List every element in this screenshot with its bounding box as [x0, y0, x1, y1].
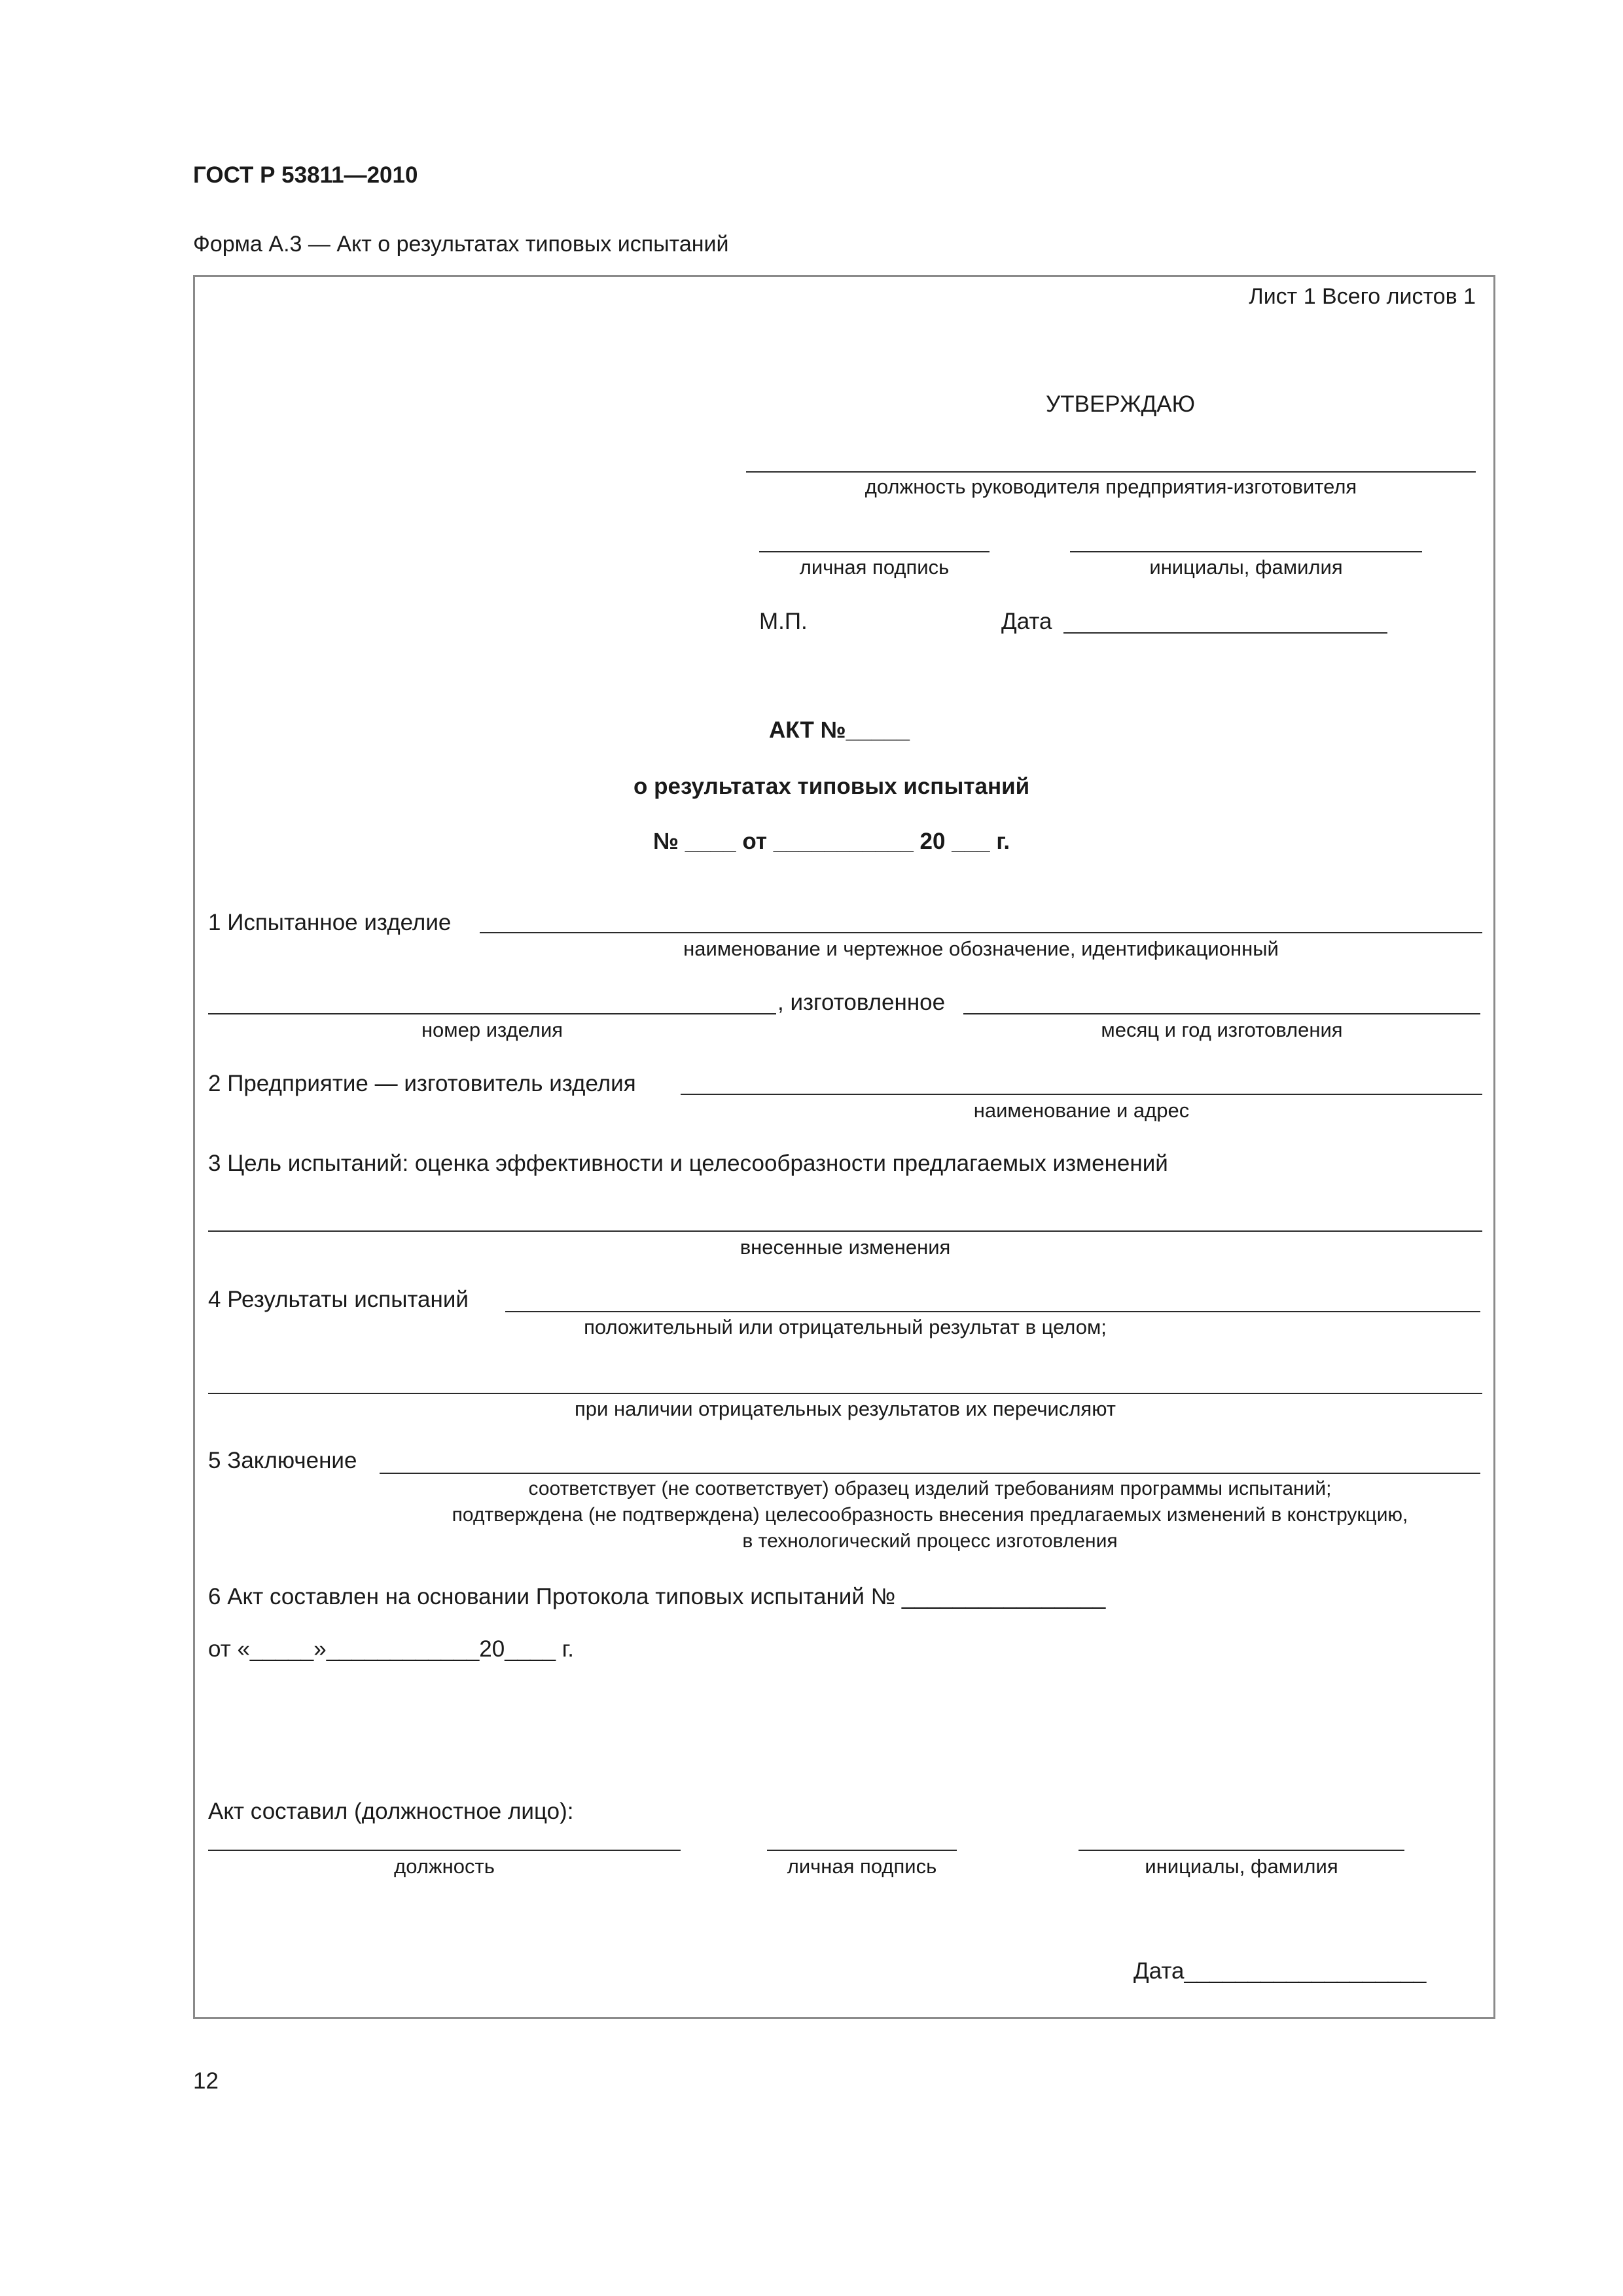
item2-label: 2 Предприятие — изготовитель изделия: [208, 1071, 636, 1096]
item6-date: от «_____»____________20____ г.: [208, 1636, 575, 1662]
item4-line[interactable]: [505, 1311, 1480, 1312]
signoff-position-line[interactable]: [208, 1850, 681, 1851]
signoff-name-line[interactable]: [1079, 1850, 1404, 1851]
item1-date-line[interactable]: [963, 1013, 1480, 1014]
approval-name-caption: инициалы, фамилия: [1149, 556, 1343, 579]
item6-label: 6 Акт составлен на основании Протокола типовых испытаний № ________________: [208, 1584, 1106, 1609]
approval-date-line[interactable]: [1063, 632, 1387, 634]
item4-caption1: положительный или отрицательный результат в целом;: [584, 1316, 1107, 1338]
sheet-info: Лист 1 Всего листов 1: [1249, 284, 1476, 309]
item1-caption: наименование и чертежное обозначение, идентификационный: [683, 937, 1279, 960]
act-subtitle: о результатах типовых испытаний: [633, 774, 1030, 799]
approval-signature-line[interactable]: [759, 551, 990, 552]
approval-signature-caption: личная подпись: [799, 556, 950, 579]
act-number-line: № ____ от ___________ 20 ___ г.: [653, 829, 1010, 854]
item1-label: 1 Испытанное изделие: [208, 910, 452, 935]
item1-made-label: , изготовленное: [777, 990, 946, 1015]
signoff-signature-caption: личная подпись: [787, 1855, 937, 1878]
approval-position-caption: должность руководителя предприятия-изготовителя: [865, 475, 1357, 498]
item4-label: 4 Результаты испытаний: [208, 1287, 469, 1312]
standard-number: ГОСТ Р 53811—2010: [193, 162, 418, 188]
item1-number-caption: номер изделия: [421, 1018, 563, 1041]
approval-date-label: Дата: [1001, 609, 1052, 634]
signoff-name-caption: инициалы, фамилия: [1145, 1855, 1338, 1878]
approval-name-line[interactable]: [1070, 551, 1422, 552]
item2-line[interactable]: [681, 1094, 1482, 1095]
seal-mark: М.П.: [759, 609, 808, 634]
item5-caption3: в технологический процесс изготовления: [742, 1530, 1118, 1552]
item2-caption: наименование и адрес: [973, 1099, 1190, 1122]
signoff-signature-line[interactable]: [767, 1850, 957, 1851]
form-frame: [193, 275, 1495, 2019]
act-title: АКТ №_____: [769, 717, 910, 743]
signoff-label: Акт составил (должностное лицо):: [208, 1799, 574, 1824]
item4-caption2: при наличии отрицательных результатов их перечисляют: [575, 1397, 1116, 1420]
signoff-date: Дата___________________: [1133, 1958, 1427, 1984]
item3-line[interactable]: [208, 1230, 1482, 1232]
item4-line2[interactable]: [208, 1393, 1482, 1394]
item1-number-line[interactable]: [208, 1013, 776, 1014]
signoff-position-caption: должность: [394, 1855, 495, 1878]
approval-position-line[interactable]: [746, 471, 1476, 473]
item3-caption: внесенные изменения: [740, 1236, 951, 1259]
form-title: Форма А.3 — Акт о результатах типовых испытаний: [193, 232, 729, 257]
item1-date-caption: месяц и год изготовления: [1101, 1018, 1343, 1041]
item5-line[interactable]: [380, 1473, 1480, 1474]
item3-label: 3 Цель испытаний: оценка эффективности и целесообразности предлагаемых изменений: [208, 1151, 1168, 1176]
approval-heading: УТВЕРЖДАЮ: [1046, 391, 1195, 417]
item5-caption1: соответствует (не соответствует) образец изделий требованиям программы испытаний;: [528, 1478, 1332, 1499]
item5-caption2: подтверждена (не подтверждена) целесообразность внесения предлагаемых изменений в конструкцию,: [452, 1504, 1408, 1526]
item1-line[interactable]: [480, 932, 1482, 933]
page-number: 12: [193, 2068, 219, 2094]
item5-label: 5 Заключение: [208, 1448, 357, 1473]
